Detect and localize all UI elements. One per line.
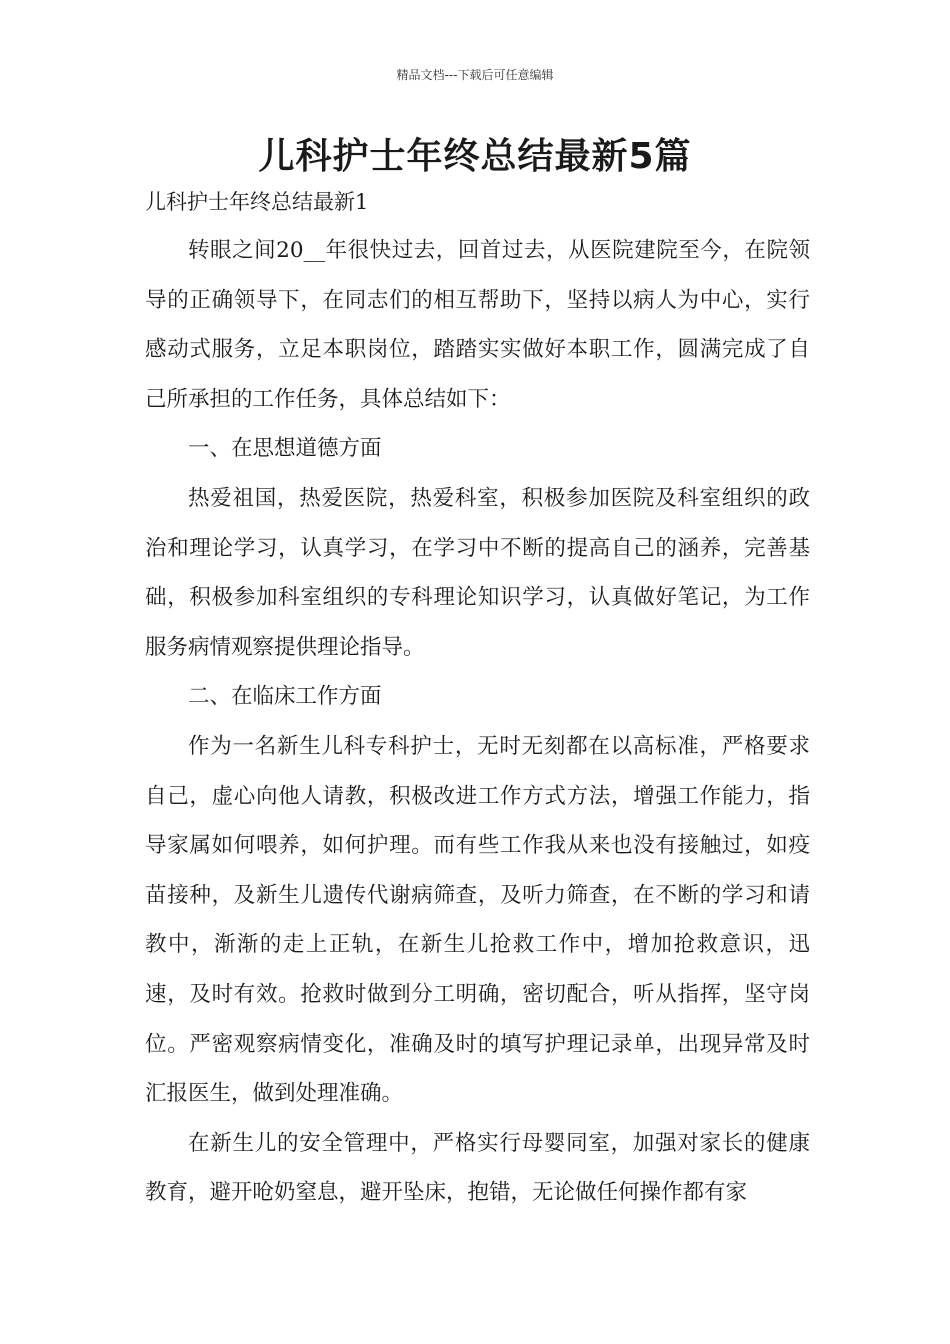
paragraph-intro: 转眼之间20__年很快过去，回首过去，从医院建院至今，在院领导的正确领导下，在同志们的相互帮助下，坚持以病人为中心，实行感动式服务，立足本职岗位，踏踏实实做好本职工作，圆满完成了自己所承担的工作任务，具体总结如下： <box>145 238 810 412</box>
document-body <box>145 226 810 1218</box>
paragraph-safety-management: 在新生儿的安全管理中，严格实行母婴同室，加强对家长的健康教育，避开呛奶窒息，避开坠床，抱错，无论做任何操作都有家 <box>145 1130 810 1206</box>
paragraph-clinical-work: 作为一名新生儿科专科护士，无时无刻都在以高标准，严格要求自己，虚心向他人请教，积极改进工作方式方法，增强工作能力，指导家属如何喂养，如何护理。而有些工作我从来也没有接触过，如疫苗接种，及新生儿遗传代谢病筛查，及听力筛查，在不断的学习和请教中，渐渐的走上正轨，在新生儿抢救工作中，增加抢救意识，迅速，及时有效。抢救时做到分工明确，密切配合，听从指挥，坚守岗位。严密观察病情变化，准确及时的填写护理记录单，出现异常及时汇报医生，做到处理准确。 <box>145 733 810 1107</box>
header-note: 精品文档---下载后可任意编辑 <box>396 68 554 82</box>
heading-clinical-work: 二、在临床工作方面 <box>188 684 382 710</box>
section-subtitle: 儿科护士年终总结最新1 <box>145 190 369 214</box>
document-title: 儿科护士年终总结最新5篇 <box>258 136 692 177</box>
heading-ideology: 一、在思想道德方面 <box>188 436 382 462</box>
paragraph-ideology: 热爱祖国，热爱医院，热爱科室，积极参加医院及科室组织的政治和理论学习，认真学习，在学习中不断的提高自己的涵养，完善基础，积极参加科室组织的专科理论知识学习，认真做好笔记，为工作服务病情观察提供理论指导。 <box>145 485 810 660</box>
